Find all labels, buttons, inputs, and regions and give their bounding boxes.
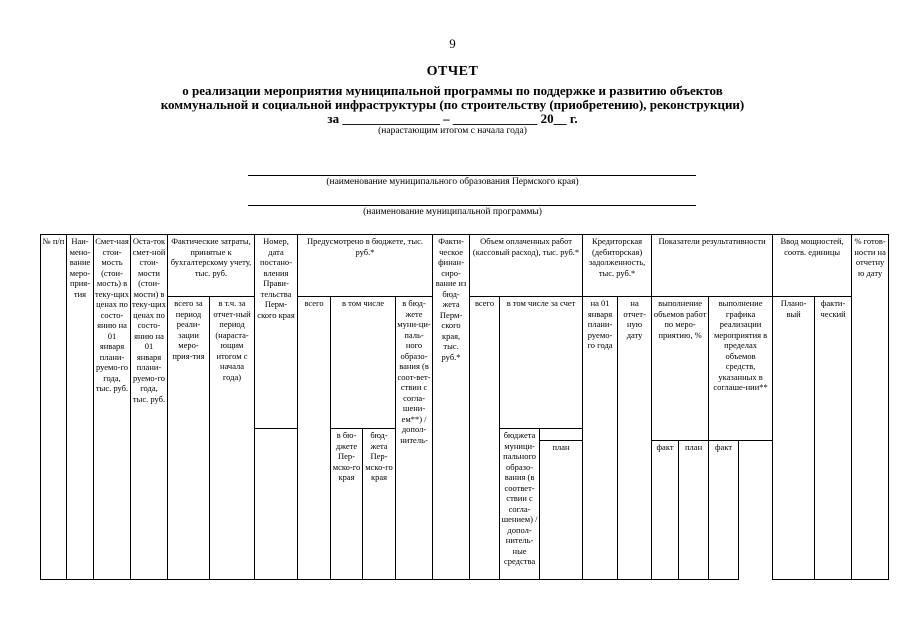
header-planned-total: всего	[298, 297, 331, 580]
report-title: ОТЧЕТ	[426, 64, 479, 79]
page-number: 9	[449, 36, 456, 51]
header-planned-budget: Предусмотрено в бюджете, тыс. руб.*	[298, 235, 433, 297]
header-actual-total: всего за период реали-зации меро-прия-тия	[168, 297, 210, 580]
header-government-act: Номер, дата постано-вления Прави-тельства Перм-ского края	[255, 235, 298, 429]
header-paid-works: Объем оплаченных работ (кассовый расход), тыс. руб.*	[470, 235, 583, 297]
header-actual-costs: Фактические затраты, принятые к бухгалтерскому учету, тыс. руб.	[168, 235, 255, 297]
header-planned-incl: в том числе	[331, 297, 396, 429]
program-caption: (наименование муниципальной программы)	[363, 207, 542, 217]
header-debt: Кредиторская (дебиторская) задолженность, тыс. руб.*	[583, 235, 652, 297]
header-paid-incl: в том числе за счет	[500, 297, 583, 429]
header-debt-report: на отчет-ную дату	[618, 297, 652, 580]
header-name: Наи-мено-вание меро-прия-тия	[67, 235, 94, 580]
header-debt-jan: на 01 января плани-руемо-го года	[583, 297, 618, 580]
report-period: за _______________ – _____________ 20__ г.	[327, 111, 578, 126]
header-actual-funding: Факти-ческое финан-сиро-вание из бюд-жета Перм-ского края, тыс. руб.*	[433, 235, 470, 580]
header-sched-fact: факт	[709, 441, 739, 580]
header-planned-municipal: в бюд-жете муни-ци-паль-ного образо-вания (в соот-вет-ствии с согла-шени-ем**) / допол-нитель-	[396, 297, 433, 580]
period-note: (нарастающим итогом с начала года)	[378, 126, 527, 136]
header-actual-incl: в т.ч. за отчет-ный период (нараста-ющим итогом с начала года)	[210, 297, 255, 580]
header-num: № п/п	[41, 235, 67, 580]
header-cap-fact: факти-ческий	[815, 297, 852, 580]
header-planned-regional: в бю-джете Пер-мско-го края	[331, 429, 363, 580]
report-subtitle-line1: о реализации мероприятия муниципальной программы по поддержке и развитию объектов	[182, 83, 723, 98]
header-ind-schedule: выполнение графика реализации мероприятия в пределах объемов средств, указанных в соглаше-нии**	[709, 297, 773, 441]
header-ind-volume: выполнение объемов работ по меро-приятию, %	[652, 297, 709, 441]
header-indicators: Показатели результативности	[652, 235, 773, 297]
header-paid-municipal: бюджета муници-пального образо-вания (в соответ-ствии с согла-шением) / допол-нитель-ные средства	[500, 429, 540, 580]
header-readiness: % готов-ности на отчетну ю дату	[852, 235, 889, 580]
header-paid-total: всего	[470, 297, 500, 580]
municipality-caption: (наименование муниципального образования Пермского края)	[326, 177, 579, 187]
header-capacity: Ввод мощностей, соотв. единицы	[773, 235, 852, 297]
header-vol-fact: факт	[652, 441, 679, 580]
header-vol-plan: план	[540, 441, 583, 580]
municipality-fill-line	[248, 175, 696, 176]
report-table	[40, 234, 889, 580]
report-subtitle-line2: коммунальной и социальной инфраструктуры (по строительству (приобретению), реконструкции)	[160, 97, 745, 112]
header-paid-regional: бюд-жета Пер-мско-го края	[363, 429, 396, 580]
header-sched-plan: план	[679, 441, 709, 580]
header-cap-plan: Плано-вый	[773, 297, 815, 580]
header-remaining: Оста-ток смет-ной стои-мости (стои-мости) в теку-щих ценах по состо-янию на 01 января плани-руемо-го года, тыс. руб.	[131, 235, 168, 580]
program-fill-line	[248, 205, 696, 206]
header-estimate: Смет-ная стои-мость (стои-мость) в теку-щих ценах по состо-янию на 01 января плани-руемо-го года, тыс. руб.	[94, 235, 131, 580]
